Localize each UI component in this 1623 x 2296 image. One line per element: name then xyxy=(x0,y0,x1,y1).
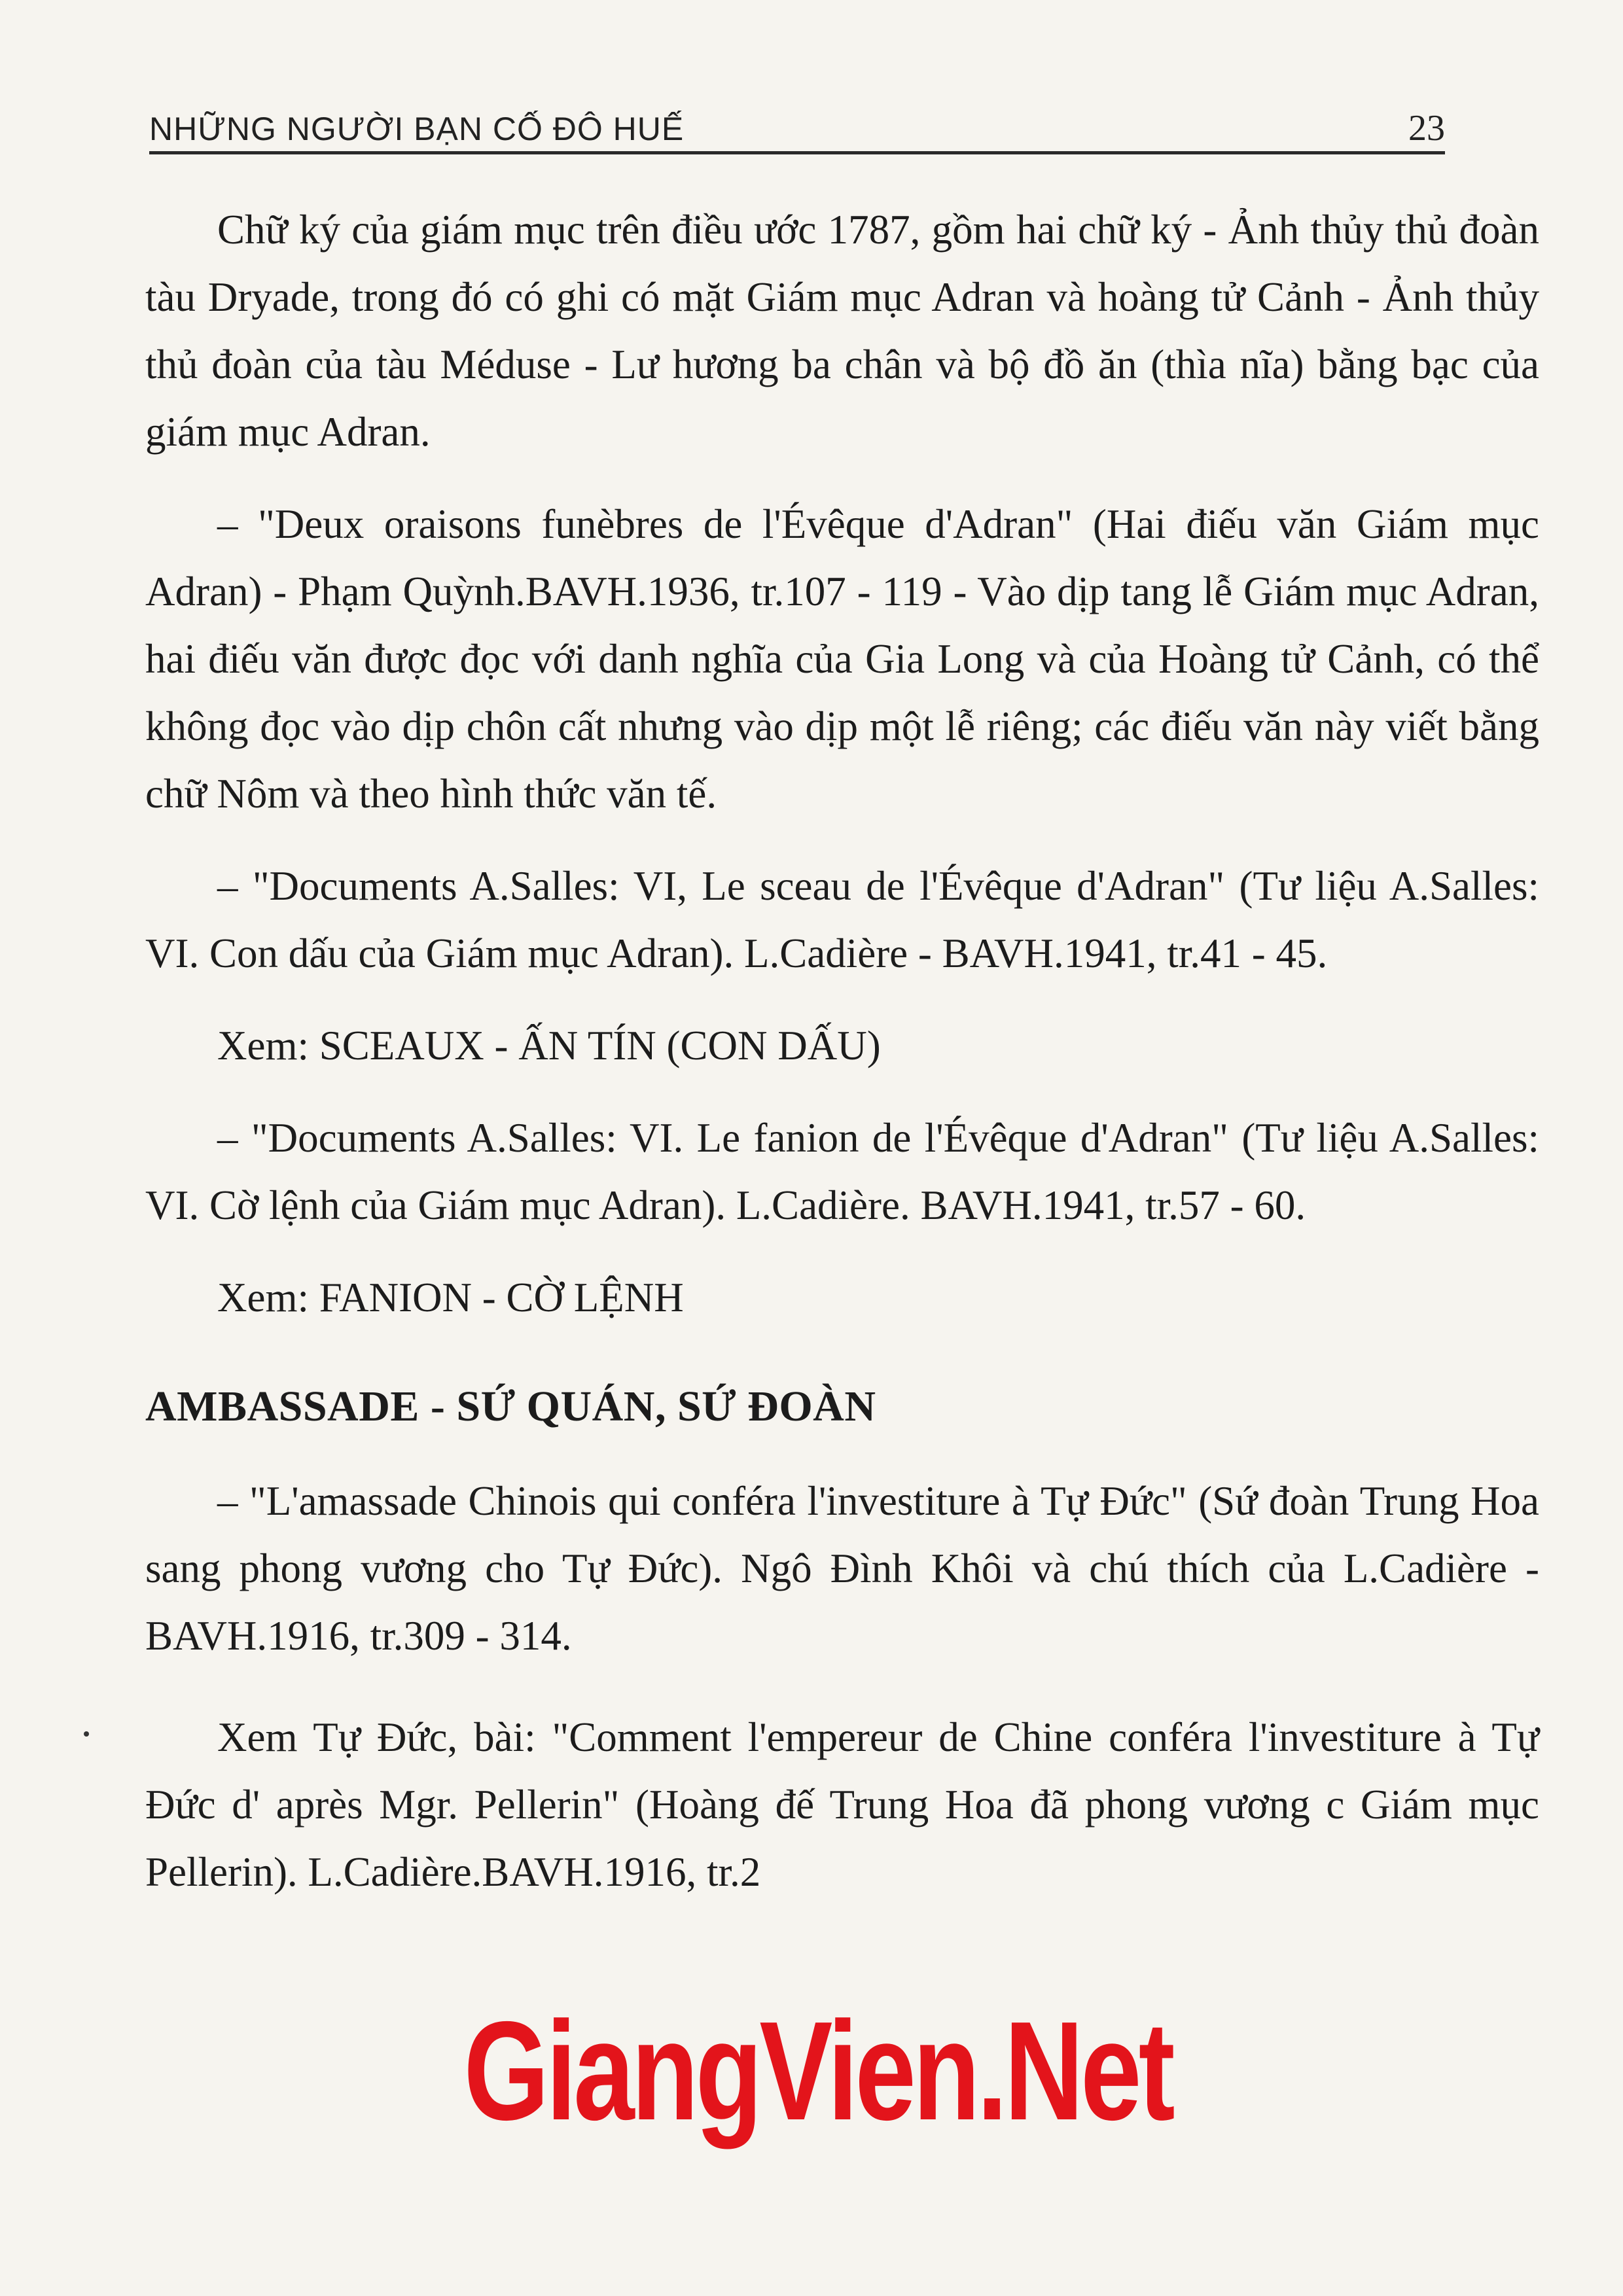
paragraph-8 xyxy=(145,1704,1539,1906)
paragraph-1: Chữ ký của giám mục trên điều ước 1787, gồm hai chữ ký - Ảnh thủy thủ đoàn tàu Dryade, trong đó có ghi có mặt Giám mục Adran và hoàng tử Cảnh - Ảnh thủy thủ đoàn của tàu Méduse - Lư hương ba chân và bộ đồ ăn (thìa nĩa) bằng bạc của giám mục Adran. xyxy=(145,207,1539,455)
scan-speck xyxy=(84,1731,89,1737)
paragraph-5: – "Documents A.Salles: VI. Le fanion de l'Évêque d'Adran" (Tư liệu A.Salles: VI. Cờ lệnh của Giám mục Adran). L.Cadière. BAVH.1941, tr.57 - 60. xyxy=(145,1115,1539,1228)
running-header xyxy=(149,105,1445,154)
paragraph-7: – "L'amassade Chinois qui conféra l'investiture à Tự Đức" (Sứ đoàn Trung Hoa sang phong vương cho Tự Đức). Ngô Đình Khôi và chú thích của L.Cadière - BAVH.1916, tr.309 - 314. xyxy=(145,1478,1539,1659)
paragraph-3: – "Documents A.Salles: VI, Le sceau de l'Évêque d'Adran" (Tư liệu A.Salles: VI. Con dấu của Giám mục Adran). L.Cadière - BAVH.1941, tr.41 - 45. xyxy=(145,863,1539,976)
header-rule xyxy=(149,151,1445,154)
watermark-text: GiangVien.Net xyxy=(463,1992,1173,2149)
section-heading: AMBASSADE - SỨ QUÁN, SỨ ĐOÀN xyxy=(145,1383,876,1430)
paragraph-8-visible: Xem Tự Đức, bài: "Comment l'empereur de Chine conféra l'investiture à Tự Đức d' après Mgr. Pellerin" (Hoàng đế Trung Hoa đã phong vương c xyxy=(145,1714,1539,1828)
paragraph-2: – "Deux oraisons funèbres de l'Évêque d'Adran" (Hai điếu văn Giám mục Adran) - Phạm Quỳnh.BAVH.1936, tr.107 - 119 - Vào dịp tang lễ Giám mục Adran, hai điếu văn được đọc với danh nghĩa của Gia Long và của Hoàng tử Cảnh, có thể không đọc vào dịp chôn cất nhưng vào dịp một lễ riêng; các điếu văn này viết bằng chữ Nôm và theo hình thức văn tế. xyxy=(145,501,1539,817)
watermark xyxy=(463,1992,1173,2149)
header-title: NHỮNG NGƯỜI BẠN CỐ ĐÔ HUẾ xyxy=(149,111,685,147)
page-number: 23 xyxy=(1408,108,1445,149)
paragraph-8-tail: Giám mục Pellerin). L.Cadière.BAVH.1916, tr.2 xyxy=(145,1782,1540,1895)
cross-reference-sceaux: Xem: SCEAUX - ẤN TÍN (CON DẤU) xyxy=(217,1023,881,1069)
body-text xyxy=(145,196,1539,1906)
cross-reference-fanion: Xem: FANION - CỜ LỆNH xyxy=(217,1275,684,1320)
